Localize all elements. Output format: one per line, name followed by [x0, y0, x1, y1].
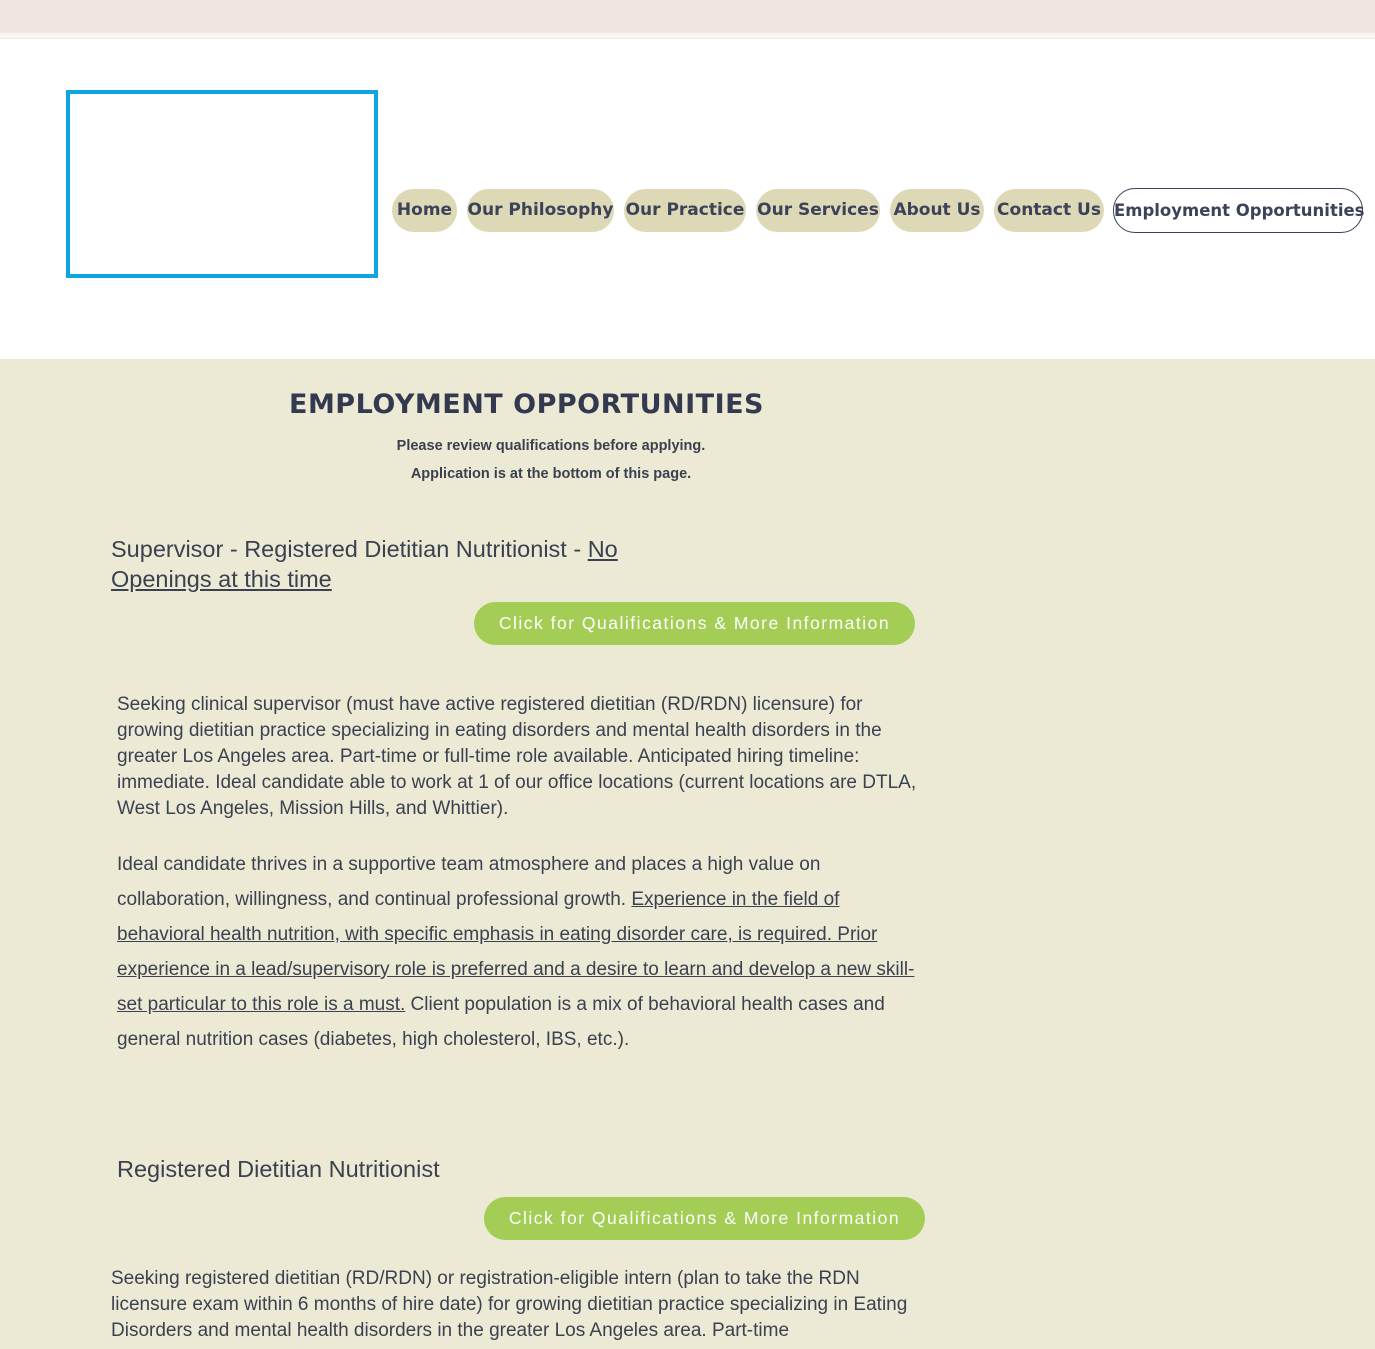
page-title: EMPLOYMENT OPPORTUNITIES	[289, 389, 765, 420]
job-description-supervisor-1: Seeking clinical supervisor (must have active registered dietitian (RD/RDN) licensure) for growing dietitian practice specializing in eating disorders and mental health disorders in the greater Los Angeles area. Part-time or full-time role available. Anticipated hiring timeline: immediate. Ideal candidate able to work at 1 of our office locations (current locations are DTLA, West Los Angeles, Mission Hills, and Whittier).	[117, 694, 917, 819]
nav-item-home[interactable]: Home	[392, 189, 457, 232]
site-header	[0, 39, 1375, 359]
job-description-rdn-1: Seeking registered dietitian (RD/RDN) or registration-eligible intern (plan to take the RDN licensure exam within 6 months of hire date) for growing dietitian practice specializing in Eating Disorders and mental health disorders in the greater Los Angeles area. Part-time	[111, 1268, 908, 1341]
nav-item-our-practice[interactable]: Our Practice	[624, 189, 746, 232]
nav-item-contact-us[interactable]: Contact Us	[994, 189, 1104, 232]
page-subtitle-line-2: Application is at the bottom of this page.	[410, 466, 692, 482]
job-title-rdn: Registered Dietitian Nutritionist	[117, 1156, 440, 1182]
main-content	[0, 359, 1375, 1349]
qualifications-button-rdn[interactable]: Click for Qualifications & More Information	[484, 1197, 925, 1240]
nav-item-about-us[interactable]: About Us	[890, 189, 984, 232]
job-description-supervisor-2	[117, 847, 917, 1057]
description-text-end: Client population is a mix of behavioral health cases and general nutrition cases (diabetes, high cholesterol, IBS, etc.).	[117, 994, 885, 1050]
logo-placeholder[interactable]	[66, 90, 378, 278]
job-status-link[interactable]: No Openings at this time	[111, 536, 618, 592]
description-requirements: Experience in the field of behavioral health nutrition, with specific emphasis in eating disorder care, is required. Prior experience in a lead/supervisory role is preferred and a desire to learn and develop a new skill-set particular to this role is a must.	[117, 889, 915, 1015]
nav-item-our-philosophy[interactable]: Our Philosophy	[467, 189, 614, 232]
nav-item-our-services[interactable]: Our Services	[756, 189, 880, 232]
qualifications-button-supervisor[interactable]: Click for Qualifications & More Information	[474, 602, 915, 645]
page-subtitle-line-1: Please review qualifications before applying.	[396, 438, 706, 454]
job-title-supervisor	[111, 534, 671, 594]
top-strip	[0, 0, 1375, 33]
description-text: Ideal candidate thrives in a supportive team atmosphere and places a high value on collaboration, willingness, and continual professional growth.	[117, 854, 821, 910]
nav-item-employment-opportunities[interactable]: Employment Opportunities	[1113, 188, 1363, 233]
job-title-text: Supervisor - Registered Dietitian Nutritionist -	[111, 536, 588, 562]
